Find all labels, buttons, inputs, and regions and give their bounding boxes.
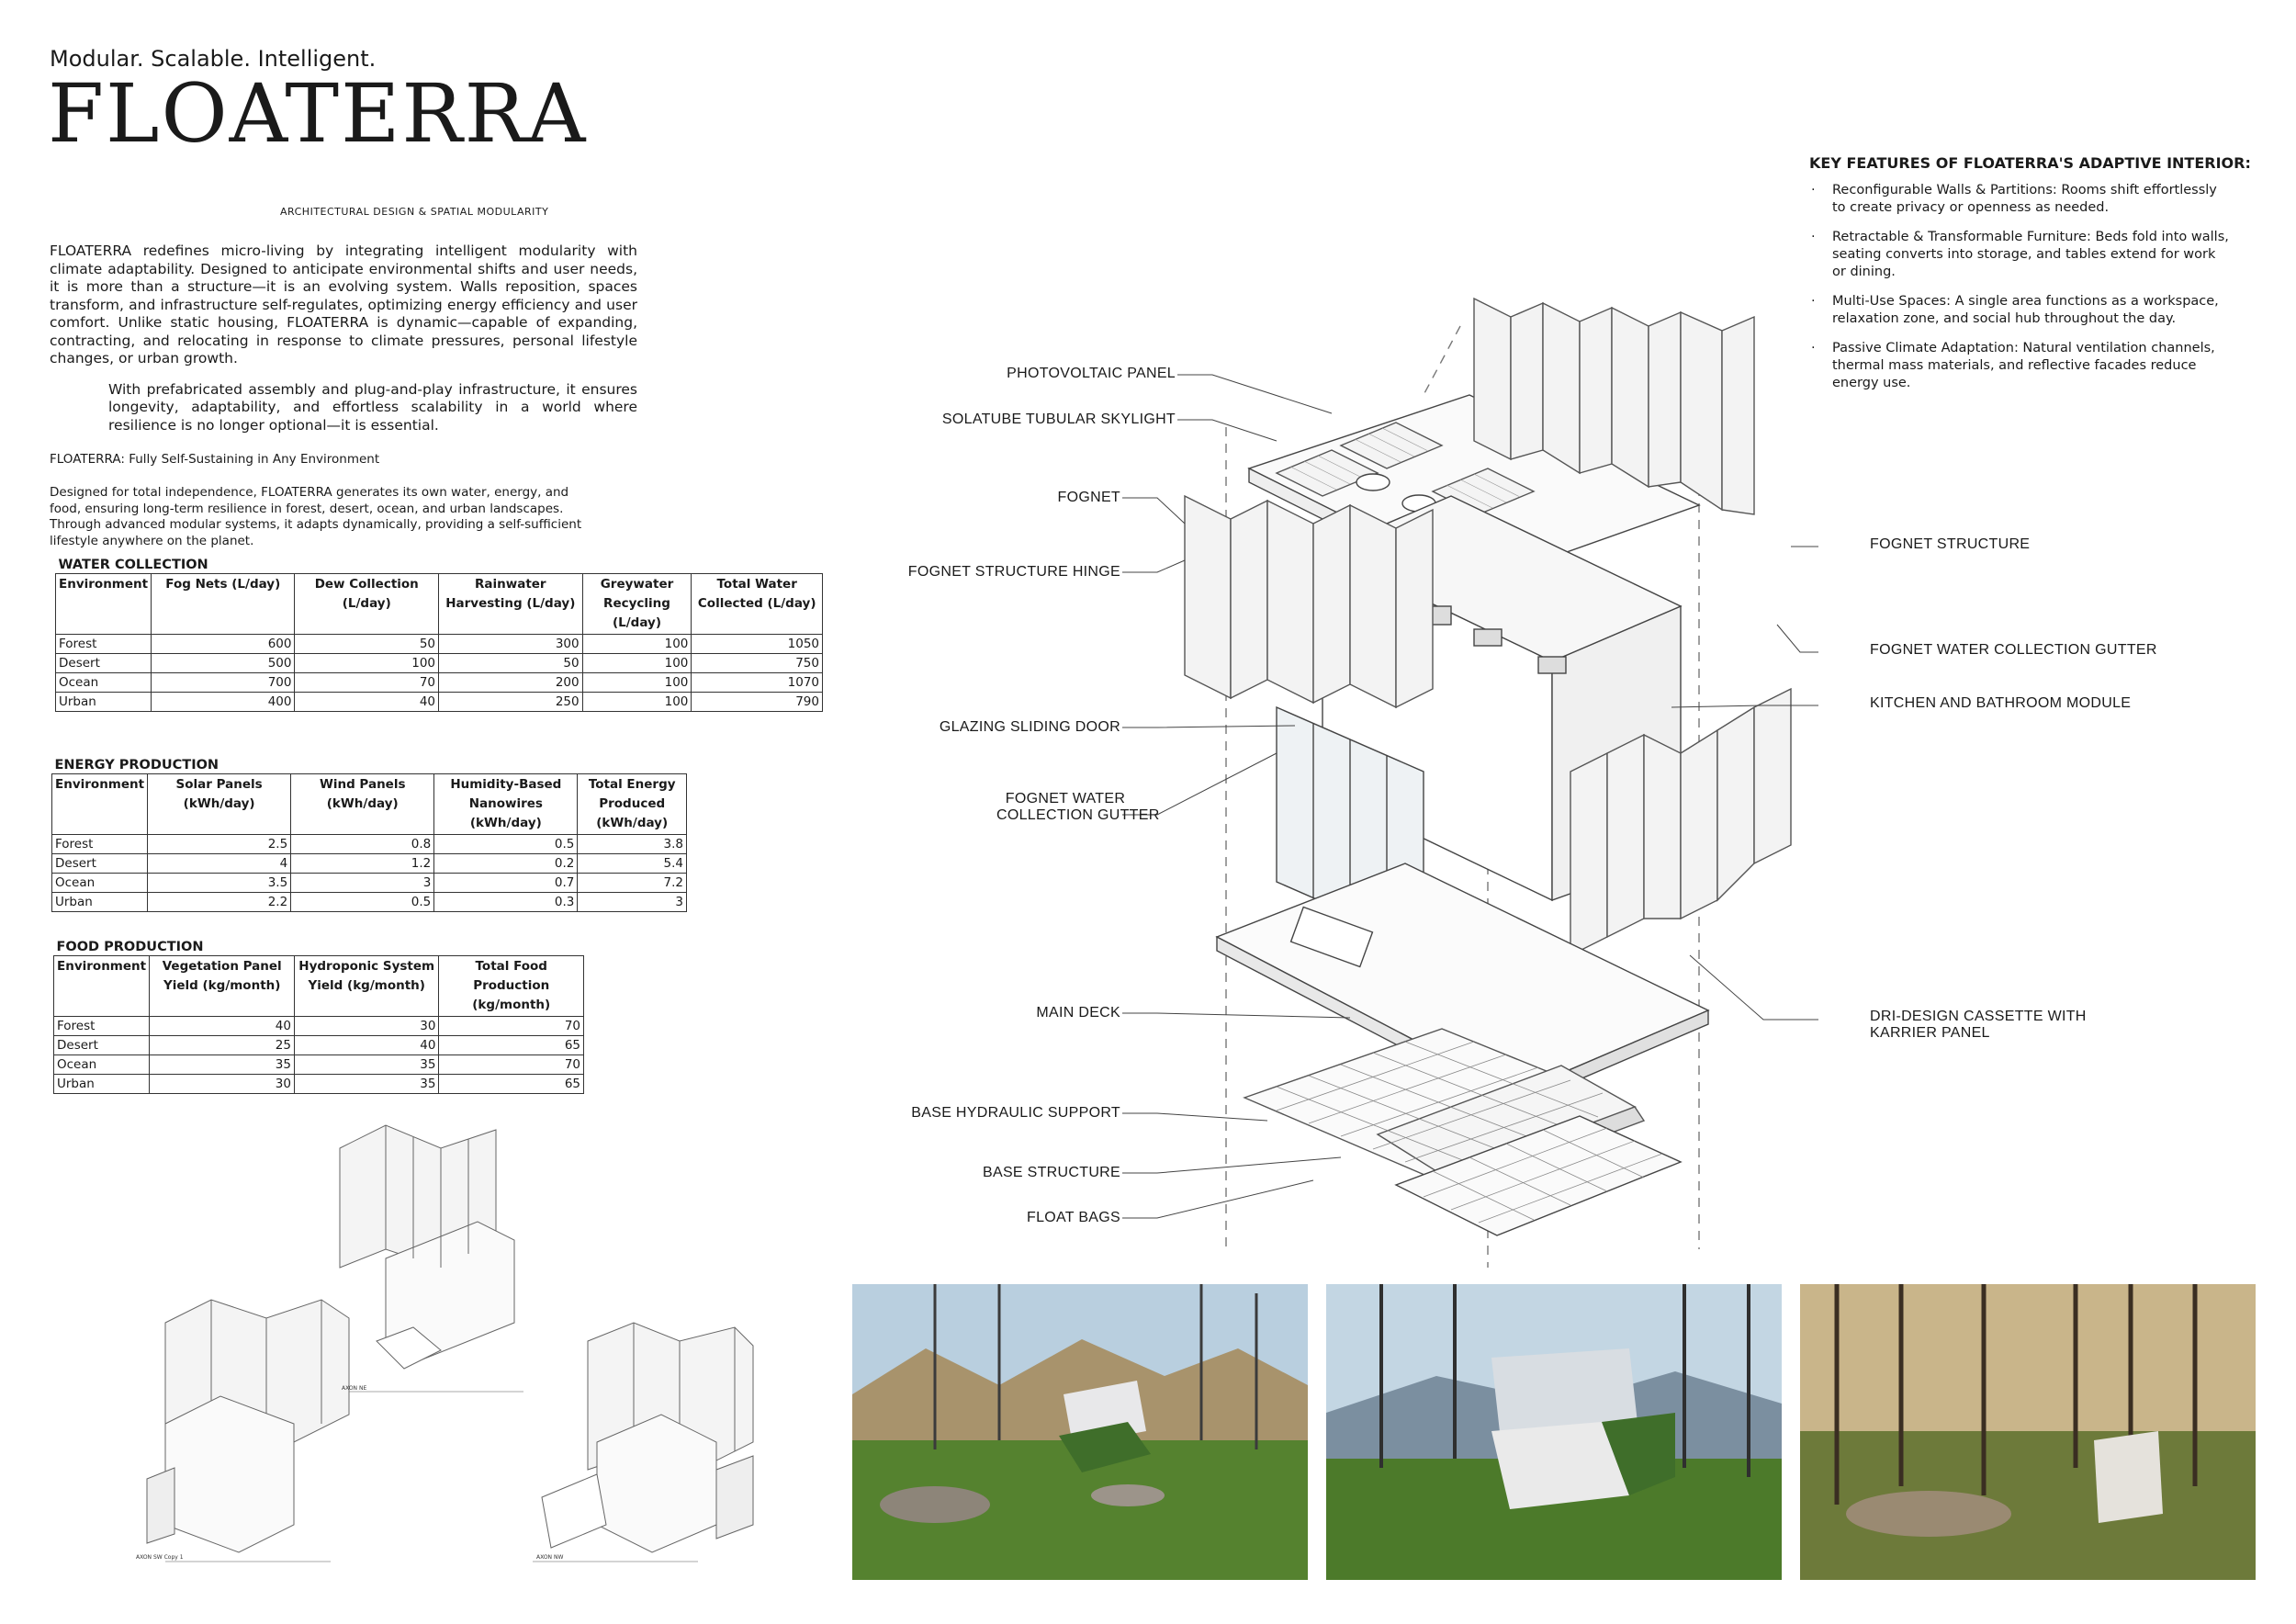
table-cell: 7.2 (578, 874, 687, 893)
intro-text (50, 242, 637, 434)
label-float-bags: FLOAT BAGS (1027, 1210, 1120, 1225)
column-header: Solar Panels (kWh/day) (148, 774, 291, 835)
table-cell: Forest (52, 835, 148, 854)
table-row (56, 635, 823, 654)
table-cell: 30 (294, 1017, 439, 1036)
axon-ne-sketch (340, 1125, 514, 1369)
table-cell: Forest (54, 1017, 150, 1036)
label-kitchen-bathroom-module: KITCHEN AND BATHROOM MODULE (1870, 695, 2132, 711)
table-cell: 35 (294, 1075, 439, 1094)
label-fognet-gutter-left (996, 791, 1160, 824)
table-cell: 3.8 (578, 835, 687, 854)
table-cell: 0.2 (434, 854, 578, 874)
table-cell: 40 (294, 1036, 439, 1055)
table-row (56, 673, 823, 693)
column-header: Fog Nets (L/day) (152, 574, 295, 635)
table-cell: Ocean (56, 673, 152, 693)
features-heading: KEY FEATURES OF FLOATERRA'S ADAPTIVE INTERIOR: (1809, 154, 2251, 172)
table-cell: 70 (295, 673, 439, 693)
table-cell: 100 (582, 673, 692, 693)
axon-sw-sketch (147, 1300, 349, 1552)
label-base-structure: BASE STRUCTURE (983, 1165, 1120, 1180)
table-caption: WATER COLLECTION (56, 555, 823, 574)
page-title: FLOATERRA (48, 66, 588, 161)
table-cell: 1050 (692, 635, 823, 654)
label-dri-design-cassette (1870, 1009, 2087, 1042)
table-row (54, 1036, 584, 1055)
table-cell: 35 (294, 1055, 439, 1075)
label-line: FOGNET WATER (1005, 791, 1126, 806)
table-cell: 5.4 (578, 854, 687, 874)
label-line: COLLECTION GUTTER (996, 807, 1160, 823)
section-caption: ARCHITECTURAL DESIGN & SPATIAL MODULARITY (280, 206, 549, 218)
water-collection-table (55, 555, 823, 712)
table-cell: 100 (582, 654, 692, 673)
column-header: Environment (56, 574, 152, 635)
table-cell: 100 (295, 654, 439, 673)
label-glazing-door: GLAZING SLIDING DOOR (939, 719, 1120, 735)
column-header: Total Food Production (kg/month) (439, 956, 584, 1017)
sheet-label: AXON SW Copy 1 (136, 1554, 184, 1561)
table-cell: 300 (439, 635, 583, 654)
label-photovoltaic-panel: PHOTOVOLTAIC PANEL (1007, 366, 1176, 381)
column-header: Vegetation Panel Yield (kg/month) (150, 956, 295, 1017)
table-cell: 0.5 (291, 893, 434, 912)
food-production-table (53, 937, 584, 1094)
fognet-panels-left (1185, 496, 1433, 707)
table-cell: Desert (56, 654, 152, 673)
table-cell: 50 (295, 635, 439, 654)
table-cell: 700 (152, 673, 295, 693)
render-image-2 (1326, 1284, 1782, 1580)
table-cell: 500 (152, 654, 295, 673)
table-cell: Ocean (52, 874, 148, 893)
column-header: Hydroponic System Yield (kg/month) (294, 956, 439, 1017)
table-row (56, 693, 823, 712)
table-row (52, 874, 687, 893)
table-cell: Forest (56, 635, 152, 654)
sheet-label: AXON NE (342, 1385, 367, 1392)
table-cell: 0.3 (434, 893, 578, 912)
table-caption: ENERGY PRODUCTION (52, 755, 687, 774)
list-item: · Retractable & Transformable Furniture: Beds fold into walls, seating converts into storage, and tables extend for work or dining. (1809, 229, 2232, 281)
column-header: Environment (54, 956, 150, 1017)
column-header: Environment (52, 774, 148, 835)
label-line: KARRIER PANEL (1870, 1025, 1990, 1041)
table-cell: Urban (52, 893, 148, 912)
self-sustaining-text: Designed for total independence, FLOATERRA generates its own water, energy, and food, ensuring long-term resilience in forest, desert, ocean, and urban landscapes. Through advanced modular systems, it adapts dynamically, providing a self-sufficient lifestyle anywhere on the planet. (50, 485, 582, 548)
table-cell: 70 (439, 1055, 584, 1075)
intro-paragraph-2: With prefabricated assembly and plug-and-play infrastructure, it ensures longevity, adaptability, and effortless scalability in a world where resilience is no longer optional—it is essential. (108, 380, 637, 434)
table-cell: 790 (692, 693, 823, 712)
table-cell: 65 (439, 1075, 584, 1094)
table-cell: 40 (150, 1017, 295, 1036)
tagline: Modular. Scalable. Intelligent. (50, 46, 377, 72)
table-cell: 3.5 (148, 874, 291, 893)
sheet-label: AXON NW (536, 1554, 564, 1561)
label-solatube-skylight: SOLATUBE TUBULAR SKYLIGHT (941, 412, 1176, 427)
label-fognet-gutter-right: FOGNET WATER COLLECTION GUTTER (1870, 642, 2157, 658)
table-cell: Urban (54, 1075, 150, 1094)
energy-production-table (51, 755, 687, 912)
column-header: Wind Panels (kWh/day) (291, 774, 434, 835)
axon-nw-sketch (542, 1323, 753, 1552)
column-header: Greywater Recycling (L/day) (582, 574, 692, 635)
table-row (52, 835, 687, 854)
table-cell: 65 (439, 1036, 584, 1055)
label-fognet-hinge: FOGNET STRUCTURE HINGE (907, 564, 1120, 580)
label-line: DRI-DESIGN CASSETTE WITH (1870, 1009, 2087, 1024)
table-row (56, 654, 823, 673)
table-cell: 400 (152, 693, 295, 712)
label-main-deck: MAIN DECK (1036, 1005, 1120, 1021)
table-cell: 40 (295, 693, 439, 712)
table-cell: 200 (439, 673, 583, 693)
self-sustaining-heading: FLOATERRA: Fully Self-Sustaining in Any Environment (50, 452, 380, 467)
table-caption: FOOD PRODUCTION (54, 937, 584, 956)
render-image-1 (852, 1284, 1308, 1580)
table-cell: 0.5 (434, 835, 578, 854)
column-header: Total Water Collected (L/day) (692, 574, 823, 635)
features-list (1809, 182, 2232, 404)
intro-paragraph-1: FLOATERRA redefines micro-living by integrating intelligent modularity with climate adaptability. Designed to anticipate environmental shifts and user needs, it is more than a structure—it is an evolving system. Walls reposition, spaces transform, and infrastructure self-regulates, optimizing energy efficiency and user comfort. Unlike static housing, FLOATERRA is dynamic—capable of expanding, contracting, and relocating in response to climate pressures, personal lifestyle changes, or urban growth. (50, 242, 637, 367)
render-image-3 (1800, 1284, 2256, 1580)
table-row (52, 854, 687, 874)
table-row (54, 1075, 584, 1094)
list-item: · Reconfigurable Walls & Partitions: Rooms shift effortlessly to create privacy or openness as needed. (1809, 182, 2232, 217)
table-cell: 750 (692, 654, 823, 673)
table-cell: 3 (578, 893, 687, 912)
table-cell: 100 (582, 693, 692, 712)
table-cell: Desert (52, 854, 148, 874)
table-row (54, 1017, 584, 1036)
table-cell: 0.7 (434, 874, 578, 893)
column-header: Total Energy Produced (kWh/day) (578, 774, 687, 835)
table-row (52, 893, 687, 912)
table-cell: 1070 (692, 673, 823, 693)
table-cell: 0.8 (291, 835, 434, 854)
list-item: · Multi-Use Spaces: A single area functions as a workspace, relaxation zone, and social hub throughout the day. (1809, 293, 2232, 328)
label-fognet: FOGNET (1057, 490, 1120, 505)
table-cell: 4 (148, 854, 291, 874)
table-cell: 600 (152, 635, 295, 654)
table-row (54, 1055, 584, 1075)
column-header: Dew Collection (L/day) (295, 574, 439, 635)
column-header: Humidity-Based Nanowires (kWh/day) (434, 774, 578, 835)
table-cell: 100 (582, 635, 692, 654)
table-cell: 50 (439, 654, 583, 673)
table-cell: Urban (56, 693, 152, 712)
table-cell: Desert (54, 1036, 150, 1055)
table-cell: 30 (150, 1075, 295, 1094)
list-item: · Passive Climate Adaptation: Natural ventilation channels, thermal mass materials, and reflective facades reduce energy use. (1809, 340, 2232, 392)
axonometric-views (110, 1121, 771, 1580)
table-cell: 70 (439, 1017, 584, 1036)
column-header: Rainwater Harvesting (L/day) (439, 574, 583, 635)
table-cell: 250 (439, 693, 583, 712)
label-fognet-structure: FOGNET STRUCTURE (1870, 536, 2031, 552)
table-cell: 35 (150, 1055, 295, 1075)
table-cell: 25 (150, 1036, 295, 1055)
table-cell: 1.2 (291, 854, 434, 874)
table-cell: 2.5 (148, 835, 291, 854)
table-cell: 3 (291, 874, 434, 893)
table-cell: Ocean (54, 1055, 150, 1075)
table-cell: 2.2 (148, 893, 291, 912)
label-base-hydraulic-support: BASE HYDRAULIC SUPPORT (911, 1105, 1120, 1121)
module-fognet (2094, 1431, 2163, 1523)
